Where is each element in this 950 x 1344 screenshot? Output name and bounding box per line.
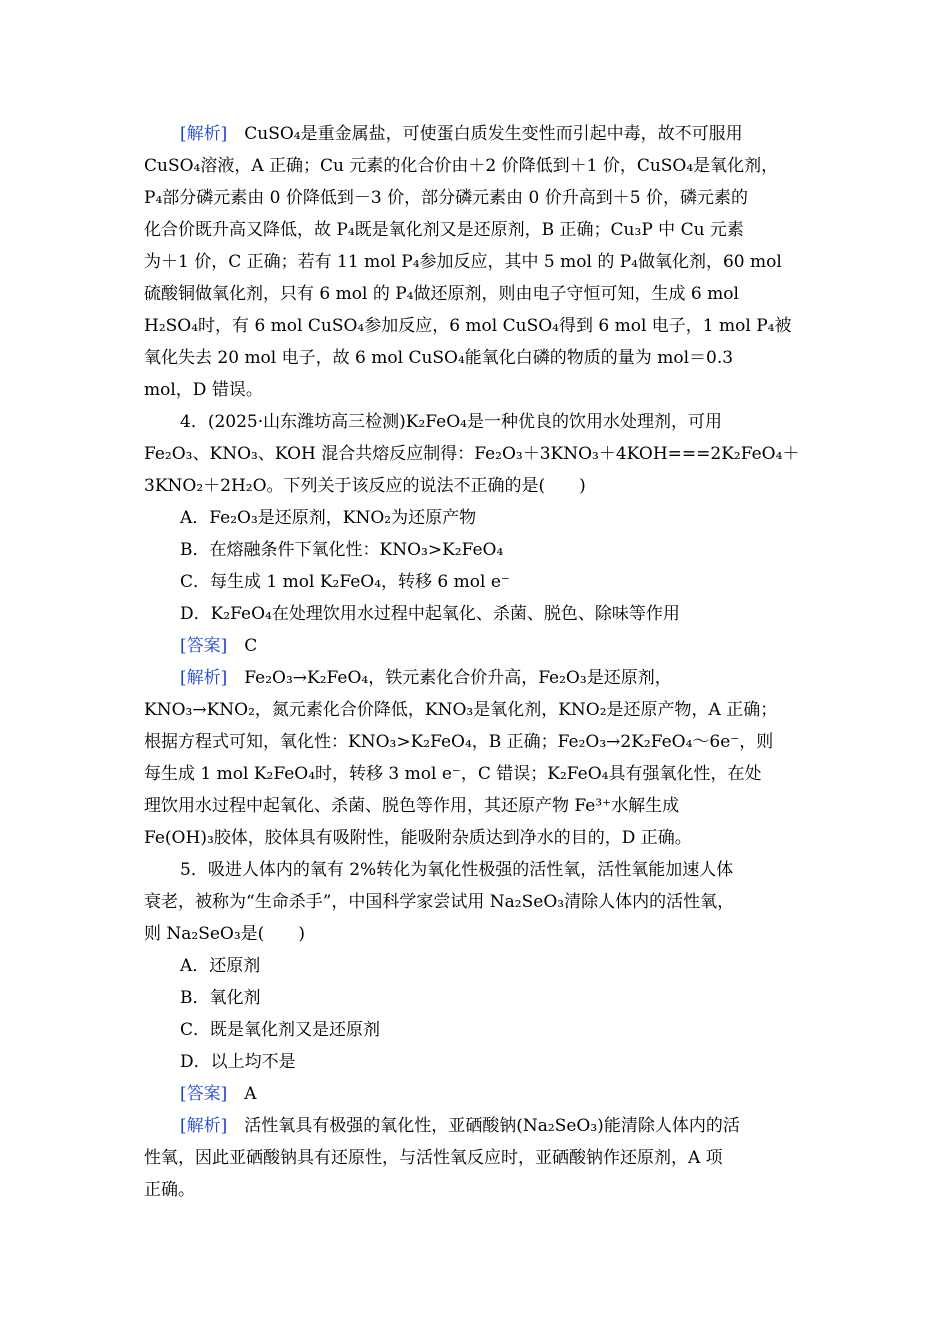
q5-answer-value: A [244,1084,257,1104]
q5-option-c: C．既是氧化剂又是还原剂 [180,1020,381,1040]
q4-option-d: D．K₂FeO₄在处理饮用水过程中起氧化、杀菌、脱色、除味等作用 [180,604,680,624]
q4-answer-value: C [244,636,258,656]
q5-stem-line-3: 则 Na₂SeO₃是( ) [144,924,305,944]
q4-analysis-line-3: 根据方程式可知，氧化性：KNO₃>K₂FeO₄，B 正确；Fe₂O₃→2K₂FeO₄～6e⁻，则 [144,732,774,752]
q3-analysis-line-8: 氧化失去 20 mol 电子，故 6 mol CuSO₄能氧化白磷的物质的量为 mol＝0.3 [144,348,734,368]
q3-analysis-line-3: P₄部分磷元素由 0 价降低到－3 价，部分磷元素由 0 价升高到＋5 价，磷元素的 [144,188,748,208]
q3-analysis-line-7: H₂SO₄时，有 6 mol CuSO₄参加反应，6 mol CuSO₄得到 6 mol 电子，1 mol P₄被 [144,316,792,336]
q4-stem-line-3: 3KNO₂＋2H₂O。下列关于该反应的说法不正确的是( ) [144,476,586,496]
q4-option-a: A．Fe₂O₃是还原剂，KNO₂为还原产物 [180,508,477,528]
q3-analysis-line-2: CuSO₄溶液，A 正确；Cu 元素的化合价由＋2 价降低到＋1 价，CuSO₄是氧化剂， [144,156,779,176]
q5-stem-line-1: 5．吸进人体内的氧有 2%转化为氧化性极强的活性氧，活性氧能加速人体 [180,860,734,880]
q4-analysis-line-1: [解析] Fe₂O₃→K₂FeO₄，铁元素化合价升高，Fe₂O₃是还原剂， [180,668,672,688]
analysis-tag: [解析] [180,1116,228,1136]
q4-analysis-line-6: Fe(OH)₃胶体，胶体具有吸附性，能吸附杂质达到净水的目的，D 正确。 [144,828,692,848]
q3-analysis-line-5: 为＋1 价，C 正确；若有 11 mol P₄参加反应，其中 5 mol 的 P₄做氧化剂，60 mol [144,252,782,272]
q3-analysis-line-6: 硫酸铜做氧化剂，只有 6 mol 的 P₄做还原剂，则由电子守恒可知，生成 6 mol [144,284,739,304]
q5-analysis-line-3: 正确。 [144,1180,195,1200]
answer-tag: [答案] [180,1084,228,1104]
q4-answer [144,630,808,662]
q4-stem-line-2: Fe₂O₃、KNO₃、KOH 混合共熔反应制得：Fe₂O₃＋3KNO₃＋4KOH===2K₂FeO₄＋ [144,444,800,464]
q5-answer [144,1078,808,1110]
q3-analysis-line-9: mol，D 错误。 [144,380,263,400]
q5-option-d: D．以上均不是 [180,1052,296,1072]
q5-option-b: B．氧化剂 [180,988,261,1008]
answer-tag: [答案] [180,636,228,656]
q3-analysis-line-4: 化合价既升高又降低，故 P₄既是氧化剂又是还原剂，B 正确；Cu₃P 中 Cu 元素 [144,220,744,240]
q5-stem-line-2: 衰老，被称为“生命杀手”，中国科学家尝试用 Na₂SeO₃清除人体内的活性氧， [144,892,735,912]
document-page [144,118,808,1206]
q4-option-c: C．每生成 1 mol K₂FeO₄，转移 6 mol e⁻ [180,572,510,592]
analysis-tag: [解析] [180,668,228,688]
q4-stem-line-1: 4．(2025·山东潍坊高三检测)K₂FeO₄是一种优良的饮用水处理剂，可用 [180,412,722,432]
q3-analysis-line-1: [解析] CuSO₄是重金属盐，可使蛋白质发生变性而引起中毒，故不可服用 [180,124,743,144]
q5-analysis-line-2: 性氧，因此亚硒酸钠具有还原性，与活性氧反应时，亚硒酸钠作还原剂，A 项 [144,1148,723,1168]
q4-option-b: B．在熔融条件下氧化性：KNO₃>K₂FeO₄ [180,540,504,560]
q5-option-a: A．还原剂 [180,956,261,976]
q4-analysis-line-2: KNO₃→KNO₂，氮元素化合价降低，KNO₃是氧化剂，KNO₂是还原产物，A 正确； [144,700,778,720]
analysis-tag: [解析] [180,124,228,144]
q4-analysis-line-5: 理饮用水过程中起氧化、杀菌、脱色等作用，其还原产物 Fe³⁺水解生成 [144,796,680,816]
q5-analysis-line-1: [解析] 活性氧具有极强的氧化性，亚硒酸钠(Na₂SeO₃)能清除人体内的活 [180,1116,740,1136]
q4-analysis-line-4: 每生成 1 mol K₂FeO₄时，转移 3 mol e⁻，C 错误；K₂FeO₄具有强氧化性，在处 [144,764,762,784]
